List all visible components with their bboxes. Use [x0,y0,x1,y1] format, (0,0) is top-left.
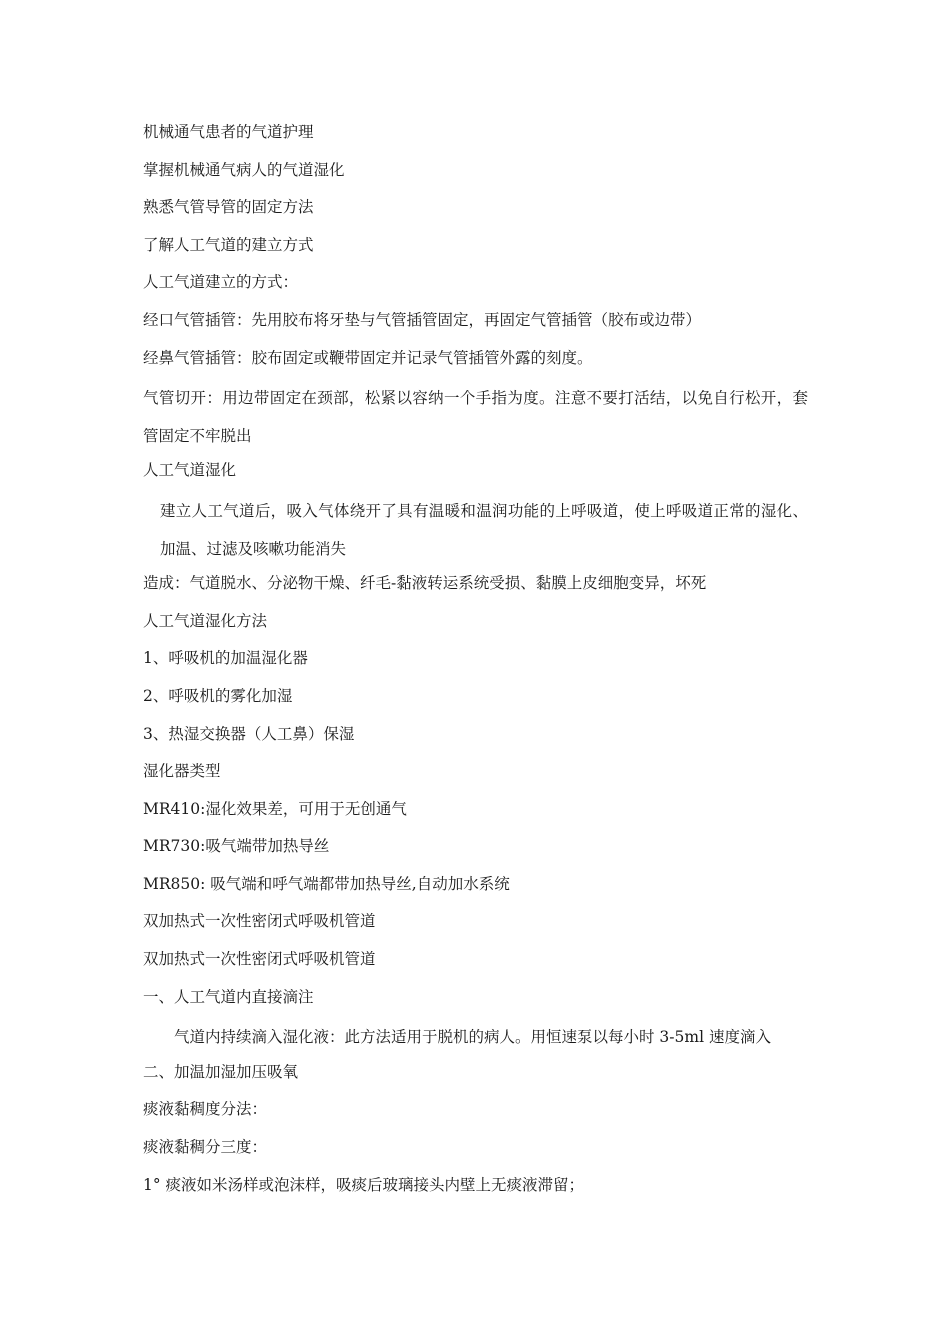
list-item: 1、呼吸机的加温湿化器 [143,649,308,668]
doc-title: 机械通气患者的气道护理 [143,123,314,141]
paragraph: 痰液黏稠分三度： [143,1138,268,1157]
paragraph: 掌握机械通气病人的气道湿化 [143,160,345,179]
list-item: MR730:吸气端带加热导丝 [143,837,330,856]
list-item: 3、热湿交换器（人工鼻）保湿 [143,724,355,743]
paragraph: 气管切开：用边带固定在颈部，松紧以容纳一个手指为度。注意不要打活结，以免自行松开，套管固定不牢脱出 [143,389,808,445]
paragraph: 建立人工气道后，吸入气体绕开了具有温暖和温润功能的上呼吸道，使上呼吸道正常的湿化、加温、过滤及咳嗽功能消失 [160,501,808,558]
section-heading: 二、加温加湿加压吸氧 [143,1062,299,1081]
list-item: MR850: 吸气端和呼气端都带加热导丝,自动加水系统 [143,874,510,893]
paragraph: 痰液黏稠度分法： [143,1100,268,1119]
section-heading: 人工气道湿化 [143,461,237,480]
section-heading: 人工气道建立的方式： [143,273,299,292]
paragraph: 了解人工气道的建立方式 [143,235,314,254]
paragraph: 经口气管插管：先用胶布将牙垫与气管插管固定，再固定气管插管（胶布或边带） [143,310,702,329]
list-item: 1° 痰液如米汤样或泡沫样，吸痰后玻璃接头内壁上无痰液滞留； [143,1175,585,1194]
paragraph: 经鼻气管插管：胶布固定或鞭带固定并记录气管插管外露的刻度。 [143,348,593,367]
section-heading: 湿化器类型 [143,762,221,781]
list-item: MR410:湿化效果差，可用于无创通气 [143,799,407,818]
list-item: 2、呼吸机的雾化加湿 [143,686,293,705]
paragraph: 熟悉气管导管的固定方法 [143,198,314,217]
document-body [143,117,808,1207]
section-heading: 一、人工气道内直接滴注 [143,987,314,1006]
paragraph: 气道内持续滴入湿化液：此方法适用于脱机的病人。用恒速泵以每小时 3-5ml 速度滴入 [174,1028,771,1047]
paragraph: 双加热式一次性密闭式呼吸机管道 [143,950,376,969]
paragraph: 造成：气道脱水、分泌物干燥、纤毛-黏液转运系统受损、黏膜上皮细胞变异，坏死 [143,574,707,593]
section-heading: 人工气道湿化方法 [143,611,268,630]
paragraph: 双加热式一次性密闭式呼吸机管道 [143,912,376,931]
